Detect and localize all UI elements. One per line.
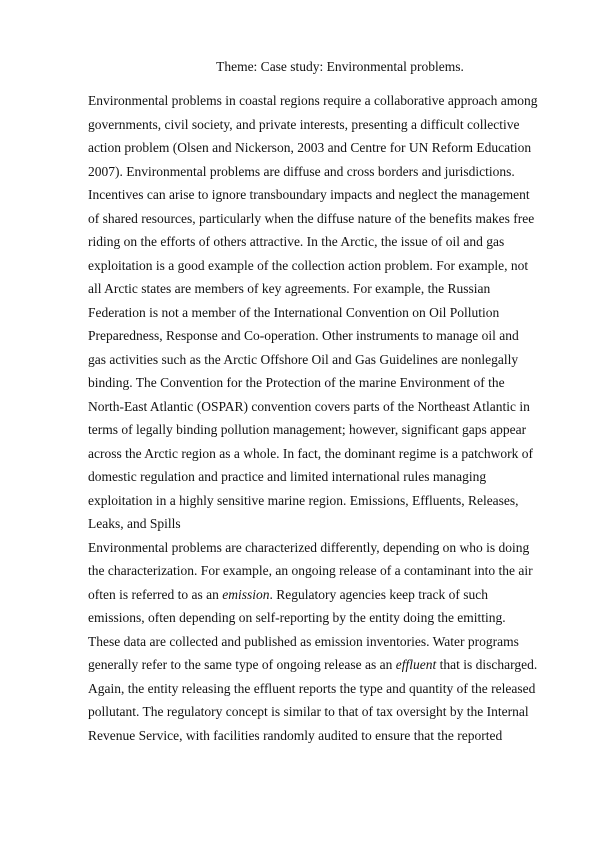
text-line: These data are collected and published as emission inventories. Water programs [88,633,519,649]
text-line: Federation is not a member of the International Convention on Oil Pollution [88,304,500,320]
text-line: exploitation is a good example of the collection action problem. For example, not [88,257,529,273]
text-line: action problem (Olsen and Nickerson, 2003 and Centre for UN Reform Education [88,140,532,155]
text-line [88,583,568,607]
emphasis-effluent: effluent [395,657,437,672]
text-line: emissions, often depending on self-reporting by the entity doing the emitting. [88,610,506,625]
text-line: riding on the efforts of others attractive. In the Arctic, the issue of oil and gas [88,234,505,249]
text-line: Environmental problems in coastal regions require a collaborative approach among [88,93,538,108]
text-line: of shared resources, particularly when the diffuse nature of the benefits makes free [88,210,535,226]
text-line: domestic regulation and practice and limited international rules managing [88,469,487,484]
text-line: binding. The Convention for the Protection of the marine Environment of the [88,375,505,390]
document-body [88,89,568,747]
text-line: Preparedness, Response and Co-operation. Other instruments to manage oil and [88,328,519,343]
text-line: Revenue Service, with facilities randomly audited to ensure that the reported [88,727,503,743]
text-line: all Arctic states are members of key agreements. For example, the Russian [88,281,491,296]
text-segment: that is discharged. [436,657,538,672]
text-line: gas activities such as the Arctic Offshore Oil and Gas Guidelines are nonlegally [88,351,519,367]
text-segment: often is referred to as an [88,586,223,602]
text-line: across the Arctic region as a whole. In fact, the dominant regime is a patchwork of [88,445,533,461]
text-line [88,653,568,677]
text-line: Leaks, and Spills [88,516,181,531]
text-line: governments, civil society, and private interests, presenting a difficult collective [88,116,520,132]
text-line: terms of legally binding pollution management; however, significant gaps appear [88,422,527,437]
emphasis-emission: emission [222,586,270,602]
text-line: Environmental problems are characterized differently, depending on who is doing [88,539,530,555]
text-line: Incentives can arise to ignore transboundary impacts and neglect the management [88,187,530,202]
text-line: Again, the entity releasing the effluent reports the type and quantity of the released [88,680,536,696]
text-line: pollutant. The regulatory concept is similar to that of tax oversight by the Internal [88,704,529,719]
text-segment: generally refer to the same type of ongoing release as an [88,657,396,672]
text-line: the characterization. For example, an ongoing release of a contaminant into the air [88,563,533,578]
document-title: Theme: Case study: Environmental problems. [216,59,464,74]
text-line: North-East Atlantic (OSPAR) convention covers parts of the Northeast Atlantic in [88,398,530,414]
text-segment: . Regulatory agencies keep track of such [269,586,488,602]
text-line: exploitation in a highly sensitive marine region. Emissions, Effluents, Releases, [88,492,519,508]
text-line: 2007). Environmental problems are diffuse and cross borders and jurisdictions. [88,163,515,179]
